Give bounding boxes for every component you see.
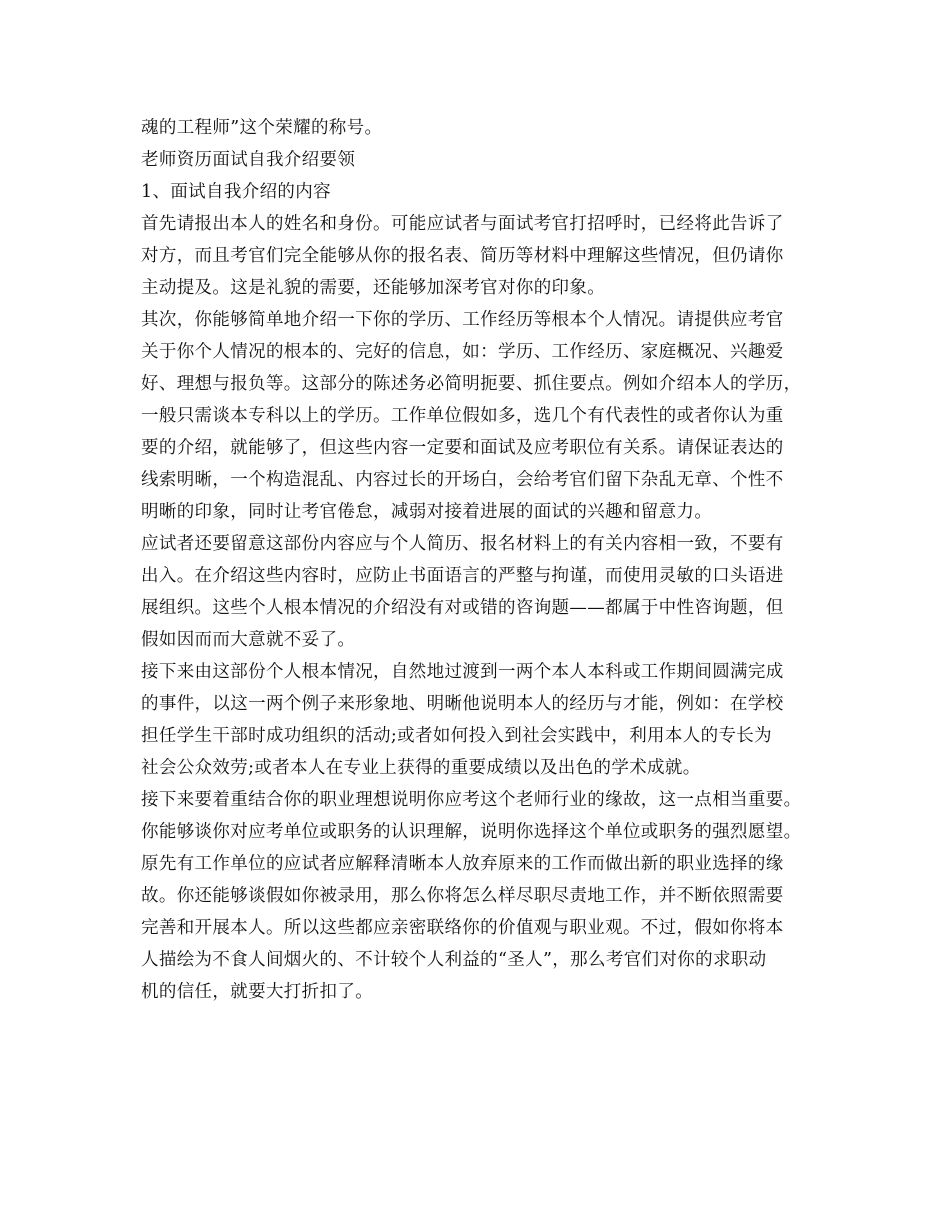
paragraph-5-line-4: 故。你还能够谈假如你被录用，那么你将怎么样尽职尽责地工作，并不断依照需要: [141, 886, 784, 906]
paragraph-2-line-5: 要的介绍，就能够了，但这些内容一定要和面试及应考职位有关系。请保证表达的: [141, 438, 784, 458]
paragraph-5-line-7: 机的信任，就要大打折扣了。: [141, 982, 374, 1002]
paragraph-2-line-7: 明晰的印象，同时让考官倦怠，减弱对接着进展的面试的兴趣和留意力。: [141, 502, 713, 522]
paragraph-4-line-3: 担任学生干部时成功组织的活动;或者如何投入到社会实践中，利用本人的专长为: [141, 726, 772, 746]
paragraph-5-line-5: 完善和开展本人。所以这些都应亲密联络你的价值观与职业观。不过，假如你将本: [141, 918, 784, 938]
paragraph-3-line-3: 展组织。这些个人根本情况的介绍没有对或错的咨询题——都属于中性咨询题，但: [141, 598, 784, 618]
paragraph-5-line-2: 你能够谈你对应考单位或职务的认识理解，说明你选择这个单位或职务的强烈愿望。: [141, 822, 802, 842]
paragraph-3-line-2: 出入。在介绍这些内容时，应防止书面语言的严整与拘谨，而使用灵敏的口头语进: [141, 566, 784, 586]
paragraph-2-line-2: 关于你个人情况的根本的、完好的信息，如：学历、工作经历、家庭概况、兴趣爱: [141, 342, 784, 362]
subsection-heading: 1、面试自我介绍的内容: [141, 182, 331, 202]
paragraph-4-line-4: 社会公众效劳;或者本人在专业上获得的重要成绩以及出色的学术成就。: [141, 758, 701, 778]
section-heading: 老师资历面试自我介绍要领: [141, 150, 356, 170]
paragraph-2-line-6: 线索明晰，一个构造混乱、内容过长的开场白，会给考官们留下杂乱无章、个性不: [141, 470, 784, 490]
paragraph-4-line-2: 的事件，以这一两个例子来形象地、明晰他说明本人的经历与才能，例如：在学校: [141, 694, 784, 714]
paragraph-5-line-6: 人描绘为不食人间烟火的、不计较个人利益的“圣人”，那么考官们对你的求职动: [141, 950, 767, 970]
document-body: [141, 112, 831, 1008]
paragraph-3-line-4: 假如因而而大意就不妥了。: [141, 630, 356, 650]
paragraph-1-line-1: 首先请报出本人的姓名和身份。可能应试者与面试考官打招呼时，已经将此告诉了: [141, 214, 784, 234]
paragraph-2-line-3: 好、理想与报负等。这部分的陈述务必简明扼要、抓住要点。例如介绍本人的学历，: [141, 374, 802, 394]
paragraph-1-line-2: 对方，而且考官们完全能够从你的报名表、简历等材料中理解这些情况，但仍请你: [141, 246, 784, 266]
paragraph-5-line-3: 原先有工作单位的应试者应解释清晰本人放弃原来的工作而做出新的职业选择的缘: [141, 854, 784, 874]
paragraph-2-line-4: 一般只需谈本专科以上的学历。工作单位假如多，选几个有代表性的或者你认为重: [141, 406, 784, 426]
text-line-continuation: 魂的工程师”这个荣耀的称号。: [141, 118, 383, 138]
paragraph-2-line-1: 其次，你能够简单地介绍一下你的学历、工作经历等根本个人情况。请提供应考官: [141, 310, 784, 330]
paragraph-4-line-1: 接下来由这部份个人根本情况，自然地过渡到一两个本人本科或工作期间圆满完成: [141, 662, 784, 682]
paragraph-5-line-1: 接下来要着重结合你的职业理想说明你应考这个老师行业的缘故，这一点相当重要。: [141, 790, 802, 810]
paragraph-1-line-3: 主动提及。这是礼貌的需要，还能够加深考官对你的印象。: [141, 278, 606, 298]
paragraph-3-line-1: 应试者还要留意这部份内容应与个人简历、报名材料上的有关内容相一致，不要有: [141, 534, 784, 554]
